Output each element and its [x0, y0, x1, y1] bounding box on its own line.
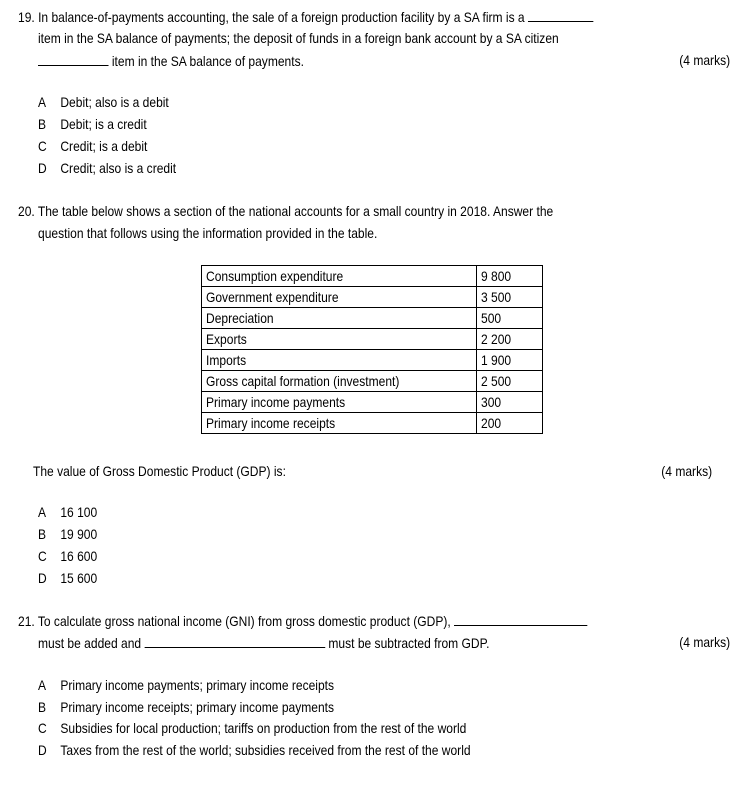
q20-line1	[18, 203, 640, 219]
national-accounts-table	[201, 265, 543, 434]
q21-number: 21.	[18, 613, 35, 629]
q20-stem-line2: question that follows using the information provided in the table.	[38, 225, 378, 241]
table-row: Government expenditure 3 500	[202, 287, 543, 308]
table-row: Primary income payments 300	[202, 392, 543, 413]
q20-option-a[interactable]: A 16 100	[38, 504, 98, 520]
q21-option-c[interactable]: C Subsidies for local production; tariffs on production from the rest of the world	[38, 720, 467, 736]
q21-option-b[interactable]: B Primary income receipts; primary income payments	[38, 699, 335, 715]
q19-option-b[interactable]: B Debit; is a credit	[38, 116, 147, 132]
q20-prompt: The value of Gross Domestic Product (GDP) is:	[33, 463, 286, 479]
table-row: Exports 2 200	[202, 329, 543, 350]
q20-marks: (4 marks)	[661, 463, 712, 479]
q19-blank-2	[38, 52, 109, 66]
q19-line3	[38, 52, 347, 69]
table-row: Imports 1 900	[202, 350, 543, 371]
q21-stem-line2a: must be added and	[38, 635, 142, 651]
q21-line1	[18, 612, 680, 629]
q21-stem-line1: To calculate gross national income (GNI) from gross domestic product (GDP),	[37, 613, 451, 629]
q20-option-c[interactable]: C 16 600	[38, 548, 98, 564]
q20-line2	[38, 225, 433, 241]
q19-stem-line2: item in the SA balance of payments; the deposit of funds in a foreign bank account by a SA citizen	[38, 30, 559, 46]
q20-option-d[interactable]: D 15 600	[38, 570, 98, 586]
q19-option-a[interactable]: A Debit; also is a debit	[38, 94, 169, 110]
q19-stem-line3: item in the SA balance of payments.	[111, 53, 304, 69]
table-row: Primary income receipts 200	[202, 413, 543, 434]
table-row: Depreciation 500	[202, 308, 543, 329]
q20-option-b[interactable]: B 19 900	[38, 526, 98, 542]
q21-marks: (4 marks)	[679, 634, 730, 650]
q19-number: 19.	[18, 9, 35, 25]
q20-number: 20.	[18, 203, 35, 219]
q20-stem-line1: The table below shows a section of the national accounts for a small country in 2018. Answer the	[37, 203, 554, 219]
q19-option-d[interactable]: D Credit; also is a credit	[38, 160, 177, 176]
q19-marks: (4 marks)	[679, 52, 730, 68]
q21-blank-1	[454, 612, 587, 626]
table-row: Consumption expenditure 9 800	[202, 266, 543, 287]
q19-option-c[interactable]: C Credit; is a debit	[38, 138, 148, 154]
q21-option-d[interactable]: D Taxes from the rest of the world; subsidies received from the rest of the world	[38, 742, 471, 758]
q19-line1	[18, 8, 687, 25]
q19-stem-line1: In balance-of-payments accounting, the sale of a foreign production facility by a SA firm is a	[38, 9, 525, 25]
table-row: Gross capital formation (investment) 2 500	[202, 371, 543, 392]
q19-blank-1	[528, 8, 593, 22]
q19-line2	[38, 30, 644, 46]
q21-option-a[interactable]: A Primary income payments; primary income receipts	[38, 677, 335, 693]
q21-blank-2	[144, 634, 325, 648]
q21-line2	[38, 634, 563, 651]
q21-stem-line2b: must be subtracted from GDP.	[328, 635, 490, 651]
